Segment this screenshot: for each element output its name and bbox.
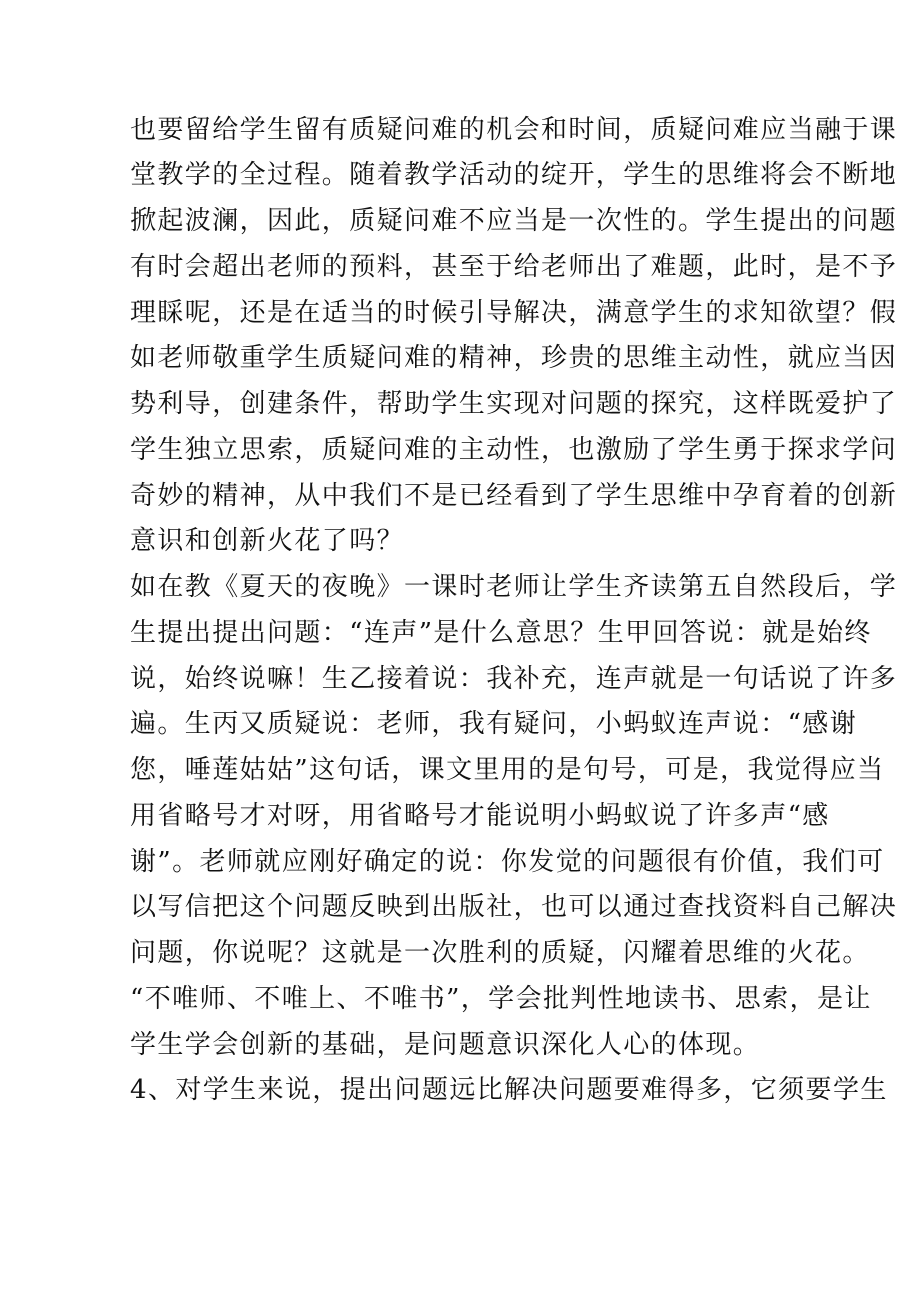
text-line-18: 以写信把这个问题反映到出版社，也可以通过查找资料自己解决	[130, 892, 898, 922]
text-line-17: 谢”。老师就应刚好确定的说：你发觉的问题很有价值，我们可	[130, 847, 885, 877]
text-line-4: 有时会超出老师的预料，甚至于给老师出了难题，此时，是不予	[130, 252, 898, 282]
text-line-2: 堂教学的全过程。随着教学活动的绽开，学生的思维将会不断地	[130, 160, 898, 190]
text-line-13: 说，始终说嘛！生乙接着说：我补充，连声就是一句话说了许多	[130, 664, 898, 694]
text-line-20: “不唯师、不唯上、不唯书”，学会批判性地读书、思索，是让	[130, 984, 872, 1014]
text-line-9: 奇妙的精神，从中我们不是已经看到了学生思维中孕育着的创新	[130, 481, 898, 511]
text-line-21: 学生学会创新的基础，是问题意识深化人心的体现。	[130, 1030, 761, 1060]
text-line-19: 问题，你说呢？这就是一次胜利的质疑，闪耀着思维的火花。	[130, 938, 870, 968]
text-line-3: 掀起波澜，因此，质疑问难不应当是一次性的。学生提出的问题	[130, 206, 898, 236]
text-line-12: 生提出提出问题：“连声”是什么意思？生甲回答说：就是始终	[130, 618, 872, 648]
text-line-16: 用省略号才对呀，用省略号才能说明小蚂蚁说了许多声“感	[130, 801, 830, 831]
text-line-5: 理睬呢，还是在适当的时候引导解决，满意学生的求知欲望？假	[130, 298, 898, 328]
text-line-10: 意识和创新火花了吗？	[130, 526, 405, 556]
text-line-22: 4、对学生来说，提出问题远比解决问题要难得多，它须要学生	[130, 1075, 888, 1105]
text-line-6: 如老师敬重学生质疑问难的精神，珍贵的思维主动性，就应当因	[130, 343, 898, 373]
text-line-8: 学生独立思索，质疑问难的主动性，也激励了学生勇于探求学问	[130, 435, 898, 465]
text-line-1: 也要留给学生留有质疑问难的机会和时间，质疑问难应当融于课	[130, 115, 898, 145]
text-line-11: 如在教《夏天的夜晚》一课时老师让学生齐读第五自然段后，学	[130, 572, 898, 602]
text-line-15: 您，唾莲姑姑”这句话，课文里用的是句号，可是，我觉得应当	[130, 755, 885, 785]
text-line-14: 遍。生丙又质疑说：老师，我有疑问，小蚂蚁连声说：“感谢	[130, 709, 858, 739]
text-line-7: 势利导，创建条件，帮助学生实现对问题的探究，这样既爱护了	[130, 389, 898, 419]
